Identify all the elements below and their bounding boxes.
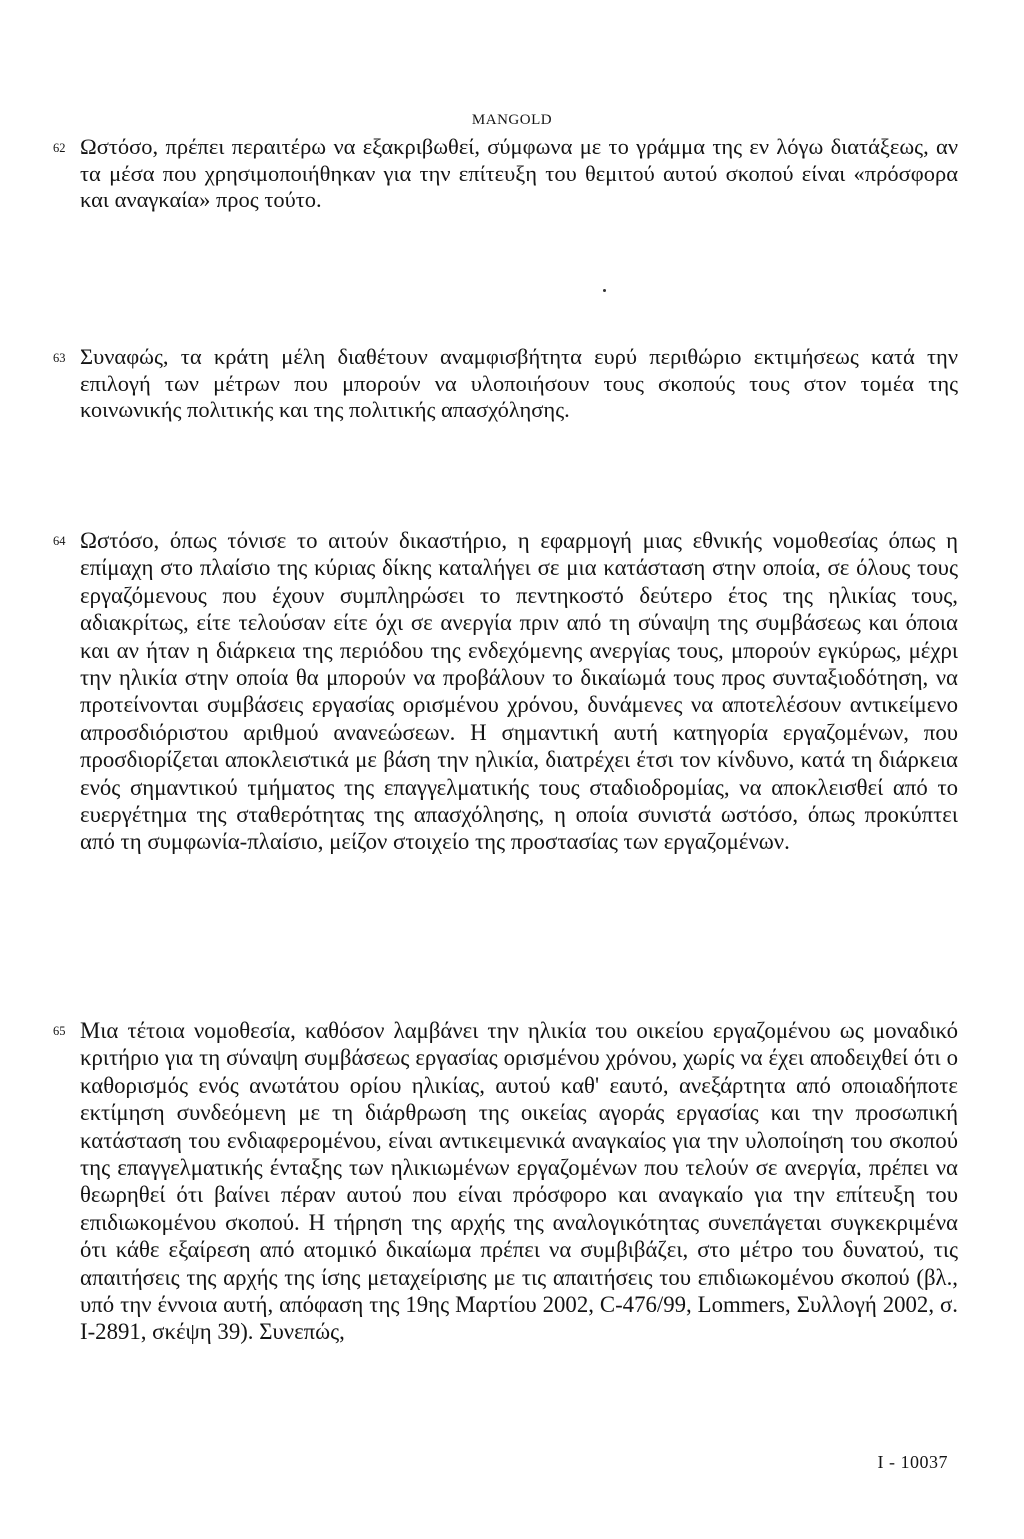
paragraph-62 [53, 134, 958, 214]
paragraph-text: Συναφώς, τα κράτη μέλη διαθέτουν αναμφισβήτητα ευρύ περιθώριο εκτιμήσεως κατά την επιλογή των μέτρων που μπορούν να υλοποιήσουν τους σκοπούς τους στον τομέα της κοινωνικής πολιτικής και της πολιτικής απασχόλησης. [80, 344, 958, 423]
paragraph-65 [53, 1017, 958, 1346]
paragraph-number: 63 [53, 351, 66, 365]
paragraph-64 [53, 527, 958, 856]
paragraph-text: Ωστόσο, όπως τόνισε το αιτούν δικαστήριο, η εφαρμογή μιας εθνικής νομοθεσίας όπως η επίμαχη στο πλαίσιο της κύριας δίκης καταλήγει σε μια κατάσταση στην οποία, σε όλους τους εργαζόμενους που έχουν συμπληρώσει το πεντηκοστό δεύτερο έτος της ηλικίας τους, αδιακρίτως, είτε τελούσαν είτε όχι σε ανεργία πριν από τη σύναψη της συμβάσεως και όποια και αν ήταν η διάρκεια της περιόδου της ενδεχόμενης ανεργίας τους, μπορούν εγκύρως, μέχρι την ηλικία στην οποία θα μπορούν να προβάλουν το δικαίωμά τους προς συνταξιοδότηση, να προτείνονται συμβάσεις εργασίας ορισμένου χρόνου, δυνάμενες να αποτελέσουν αντικείμενο απροσδιόριστου αριθμού ανανεώσεων. Η σημαντική αυτή κατηγορία εργαζομένων, που προσδιορίζεται αποκλειστικά με βάση την ηλικία, διατρέχει έτσι τον κίνδυνο, κατά τη διάρκεια ενός σημαντικού τμήματος της επαγγελματικής τους σταδιοδρομίας, να αποκλεισθεί από το ευεργέτημα της σταθερότητας της απασχόλησης, η οποία συνιστά ωστόσο, όπως προκύπτει από τη συμφωνία-πλαίσιο, μείζον στοιχείο της προστασίας των εργαζομένων. [80, 528, 958, 855]
paragraph-number: 62 [53, 141, 66, 155]
paragraph-number: 65 [53, 1024, 66, 1038]
running-header: MANGOLD [471, 112, 553, 128]
paragraph-number: 64 [53, 534, 66, 548]
scan-speck [603, 289, 606, 292]
paragraph-63 [53, 344, 958, 424]
page-number: I - 10037 [877, 1452, 948, 1472]
paragraph-text: Μια τέτοια νομοθεσία, καθόσον λαμβάνει την ηλικία του οικείου εργαζομένου ως μοναδικό κριτήριο για τη σύναψη συμβάσεως εργασίας ορισμένου χρόνου, χωρίς να έχει αποδειχθεί ότι ο καθορισμός ενός ανωτάτου ορίου ηλικίας, αυτού καθ' εαυτό, ανεξάρτητα από οποιαδήποτε εκτίμηση συνδεόμενη με τη διάρθρωση της οικείας αγοράς εργασίας και την προσωπική κατάσταση του ενδιαφερομένου, είναι αντικειμενικά αναγκαίος για την υλοποίηση του σκοπού της επαγγελματικής ένταξης των ηλικιωμένων εργαζομένων που τελούν σε ανεργία, πρέπει να θεωρηθεί ότι βαίνει πέραν αυτού που είναι πρόσφορο και αναγκαίο για την επίτευξη του επιδιωκομένου σκοπού. Η τήρηση της αρχής της αναλογικότητας συνεπάγεται συγκεκριμένα ότι κάθε εξαίρεση από ατομικό δικαίωμα πρέπει να συμβιβάζει, στο μέτρο του δυνατού, τις απαιτήσεις της αρχής της ίσης μεταχείρισης με τις απαιτήσεις του επιδιωκομένου σκοπού (βλ., υπό την έννοια αυτή, απόφαση της 19ης Μαρτίου 2002, C-476/99, Lommers, Συλλογή 2002, σ. I-2891, σκέψη 39). Συνεπώς, [80, 1018, 958, 1345]
paragraph-text: Ωστόσο, πρέπει περαιτέρω να εξακριβωθεί, σύμφωνα με το γράμμα της εν λόγω διατάξεως, αν τα μέσα που χρησιμοποιήθηκαν για την επίτευξη του θεμιτού αυτού σκοπού είναι «πρόσφορα και αναγκαία» προς τούτο. [80, 134, 958, 213]
